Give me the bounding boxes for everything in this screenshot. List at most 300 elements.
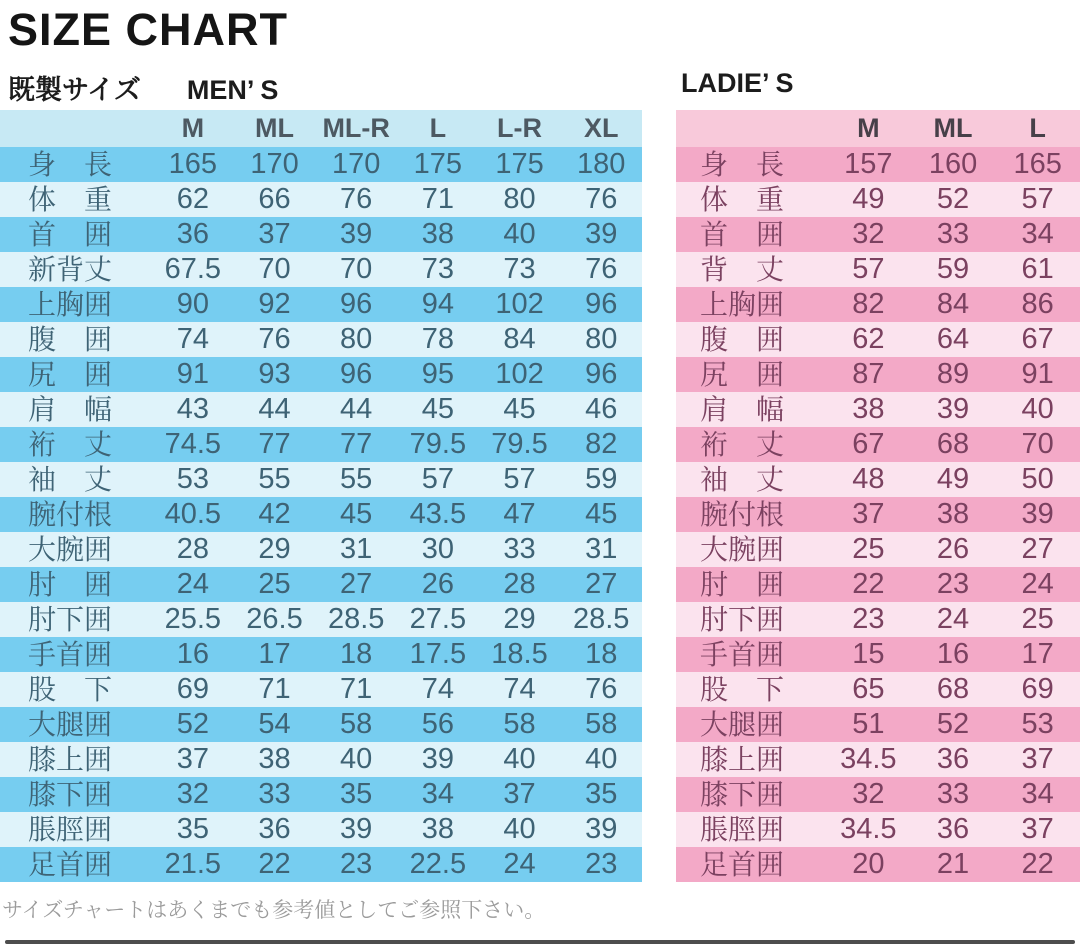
table-row (0, 567, 642, 602)
size-value: 70 (1021, 428, 1054, 460)
size-value: 23 (340, 848, 373, 880)
table-row (676, 147, 1080, 182)
size-value: 67.5 (164, 253, 222, 285)
row-label: 大腕囲 (700, 533, 785, 565)
row-label-cell (676, 813, 826, 845)
size-value: 45 (421, 393, 454, 425)
size-value: 24 (503, 848, 536, 880)
size-value: 102 (495, 358, 544, 390)
size-value: 65 (852, 673, 885, 705)
size-value: 28.5 (572, 603, 630, 635)
size-value: 21 (936, 848, 970, 880)
row-label-cell (0, 778, 152, 810)
size-value: 39 (340, 218, 373, 250)
table-row (0, 217, 642, 252)
page-title: SIZE CHART (8, 4, 288, 55)
row-label: 腕付根 (28, 498, 113, 530)
size-value: 44 (258, 393, 291, 425)
size-value: 71 (258, 673, 291, 705)
row-label: 肘 囲 (28, 568, 113, 600)
table-row (0, 497, 642, 532)
size-value: 51 (852, 708, 885, 740)
row-label-cell (676, 148, 826, 180)
row-label-cell (0, 568, 152, 600)
column-header-m: M (857, 113, 880, 143)
size-value: 45 (503, 393, 536, 425)
size-value: 18 (340, 638, 373, 670)
size-value: 17.5 (409, 638, 467, 670)
table-header-row (0, 110, 642, 147)
size-value: 74 (503, 673, 536, 705)
size-value: 76 (585, 183, 618, 215)
table-row (676, 392, 1080, 427)
size-value: 84 (936, 288, 970, 320)
size-value: 96 (340, 288, 373, 320)
column-header-ml: ML (933, 113, 973, 143)
size-value: 42 (258, 498, 291, 530)
size-value: 74 (421, 673, 454, 705)
size-value: 40 (503, 218, 536, 250)
size-value: 23 (585, 848, 618, 880)
size-value: 38 (421, 813, 454, 845)
table-row (0, 252, 642, 287)
size-value: 57 (1021, 183, 1054, 215)
size-value: 33 (936, 778, 970, 810)
table-row (0, 602, 642, 637)
row-label: 裄 丈 (700, 428, 785, 460)
row-label: 足首囲 (28, 848, 113, 880)
size-value: 59 (585, 463, 618, 495)
table-row (676, 497, 1080, 532)
column-header-l: L (429, 113, 447, 143)
size-value: 29 (258, 533, 291, 565)
size-value: 58 (585, 708, 618, 740)
ladies-size-table (676, 110, 1080, 882)
size-value: 37 (1021, 813, 1054, 845)
size-value: 21.5 (164, 848, 222, 880)
size-value: 39 (340, 813, 373, 845)
size-value: 23 (852, 603, 885, 635)
size-value: 27 (585, 568, 618, 600)
row-label: 足首囲 (700, 848, 785, 880)
size-value: 35 (585, 778, 618, 810)
size-value: 165 (1013, 148, 1062, 180)
size-value: 30 (421, 533, 454, 565)
size-value: 40 (503, 743, 536, 775)
size-value: 62 (852, 323, 885, 355)
size-value: 67 (852, 428, 885, 460)
size-value: 28 (503, 568, 536, 600)
size-value: 68 (936, 673, 970, 705)
table-row (676, 742, 1080, 777)
size-value: 64 (936, 323, 970, 355)
row-label: 裄 丈 (28, 428, 113, 460)
row-label-cell (0, 183, 152, 215)
size-value: 39 (421, 743, 454, 775)
size-value: 56 (421, 708, 454, 740)
size-value: 45 (340, 498, 373, 530)
table-row (0, 672, 642, 707)
row-label: 体 重 (700, 183, 785, 215)
size-value: 57 (421, 463, 454, 495)
row-label-cell (676, 568, 826, 600)
table-row (0, 287, 642, 322)
table-row (0, 182, 642, 217)
size-value: 37 (1021, 743, 1054, 775)
size-value: 40 (503, 813, 536, 845)
size-value: 36 (936, 743, 970, 775)
size-value: 91 (176, 358, 209, 390)
row-label: 新背丈 (28, 253, 113, 285)
size-value: 96 (585, 358, 618, 390)
row-label-cell (676, 323, 826, 355)
row-label: 袖 丈 (28, 463, 113, 495)
size-value: 89 (936, 358, 970, 390)
table-row (676, 777, 1080, 812)
row-label-cell (0, 463, 152, 495)
size-value: 39 (936, 393, 970, 425)
row-label: 股 下 (28, 673, 113, 705)
size-value: 47 (503, 498, 536, 530)
table-row (0, 707, 642, 742)
row-label-cell (676, 358, 826, 390)
table-row (676, 847, 1080, 882)
table-row (676, 217, 1080, 252)
row-label-cell (0, 498, 152, 530)
size-value: 69 (1021, 673, 1054, 705)
size-value: 157 (844, 148, 893, 180)
size-value: 93 (258, 358, 291, 390)
size-value: 27 (340, 568, 373, 600)
row-label-cell (0, 708, 152, 740)
size-value: 66 (258, 183, 291, 215)
table-row (676, 812, 1080, 847)
row-label: 大腕囲 (28, 533, 113, 565)
size-value: 22 (852, 568, 885, 600)
size-value: 170 (250, 148, 299, 180)
row-label: 膝上囲 (28, 743, 113, 775)
size-value: 33 (503, 533, 536, 565)
size-value: 52 (176, 708, 209, 740)
row-label-cell (0, 393, 152, 425)
size-value: 35 (340, 778, 373, 810)
row-label-cell (0, 848, 152, 880)
size-value: 40.5 (164, 498, 222, 530)
row-label-cell (676, 778, 826, 810)
table-row (0, 742, 642, 777)
size-value: 39 (585, 218, 618, 250)
row-label-cell (0, 638, 152, 670)
size-value: 28 (176, 533, 209, 565)
row-label: 膝下囲 (700, 778, 785, 810)
size-value: 52 (936, 708, 970, 740)
row-label-cell (676, 218, 826, 250)
size-value: 17 (1021, 638, 1054, 670)
row-label: 上胸囲 (700, 288, 785, 320)
size-value: 18 (585, 638, 618, 670)
row-label: 上胸囲 (28, 288, 113, 320)
size-value: 34 (1021, 778, 1054, 810)
size-value: 70 (258, 253, 291, 285)
size-value: 59 (936, 253, 970, 285)
size-value: 46 (585, 393, 618, 425)
row-label: 身 長 (28, 148, 113, 180)
size-value: 38 (258, 743, 291, 775)
row-label-cell (0, 218, 152, 250)
size-value: 40 (340, 743, 373, 775)
size-value: 37 (852, 498, 885, 530)
size-value: 18.5 (491, 638, 548, 670)
column-header-ml-r: ML-R (322, 113, 390, 143)
size-value: 24 (1021, 568, 1054, 600)
size-value: 32 (176, 778, 209, 810)
size-value: 27.5 (409, 603, 467, 635)
size-value: 74.5 (164, 428, 222, 460)
size-value: 57 (503, 463, 536, 495)
row-label: 腹 囲 (700, 323, 785, 355)
row-label-cell (676, 603, 826, 635)
size-value: 74 (176, 323, 209, 355)
table-row (0, 637, 642, 672)
size-value: 61 (1021, 253, 1054, 285)
row-label-cell (0, 323, 152, 355)
size-value: 37 (258, 218, 291, 250)
size-value: 80 (503, 183, 536, 215)
row-label-cell (0, 253, 152, 285)
table-row (676, 182, 1080, 217)
footer-note: サイズチャートはあくまでも参考値としてご参照下さい。 (2, 899, 546, 922)
size-value: 86 (1021, 288, 1054, 320)
row-label-cell (676, 183, 826, 215)
table-row (676, 637, 1080, 672)
size-value: 160 (928, 148, 978, 180)
column-header-xl: XL (583, 113, 619, 143)
men-section-heading (8, 68, 278, 107)
row-label: 肩 幅 (700, 393, 785, 425)
row-label-cell (676, 638, 826, 670)
size-value: 80 (585, 323, 618, 355)
row-label: 体 重 (28, 183, 113, 215)
size-value: 25 (258, 568, 291, 600)
size-value: 38 (421, 218, 454, 250)
size-value: 50 (1021, 463, 1054, 495)
column-header-l-r: L-R (497, 113, 543, 143)
bottom-divider (5, 940, 1075, 944)
size-value: 77 (340, 428, 373, 460)
size-value: 22 (1021, 848, 1054, 880)
size-value: 40 (585, 743, 618, 775)
size-value: 29 (503, 603, 536, 635)
row-label: 肘下囲 (700, 603, 785, 635)
size-value: 33 (936, 218, 970, 250)
row-label: 肘 囲 (700, 568, 785, 600)
row-label: 肩 幅 (28, 393, 113, 425)
size-value: 34.5 (840, 813, 897, 845)
size-value: 53 (1021, 708, 1054, 740)
row-label-cell (0, 358, 152, 390)
row-label-cell (676, 288, 826, 320)
table-row (676, 602, 1080, 637)
size-value: 16 (936, 638, 970, 670)
size-value: 37 (176, 743, 209, 775)
row-label-cell (0, 743, 152, 775)
size-value: 49 (852, 183, 885, 215)
size-value: 43 (176, 393, 209, 425)
size-value: 90 (176, 288, 209, 320)
size-value: 26 (421, 568, 454, 600)
size-value: 25.5 (164, 603, 222, 635)
size-value: 23 (936, 568, 970, 600)
table-header-row (676, 110, 1080, 147)
row-label: 腹 囲 (28, 323, 113, 355)
size-value: 57 (852, 253, 885, 285)
size-value: 76 (258, 323, 291, 355)
size-value: 28.5 (327, 603, 385, 635)
row-label: 膝下囲 (28, 778, 113, 810)
size-value: 84 (503, 323, 536, 355)
ready-made-size-label: 既製サイズ (8, 75, 141, 105)
size-value: 180 (577, 148, 626, 180)
size-value: 68 (936, 428, 970, 460)
row-label: 腕付根 (700, 498, 785, 530)
row-label-cell (676, 673, 826, 705)
table-row (0, 462, 642, 497)
size-value: 69 (176, 673, 209, 705)
size-value: 91 (1021, 358, 1054, 390)
table-row (676, 462, 1080, 497)
row-label-cell (0, 603, 152, 635)
size-value: 54 (258, 708, 291, 740)
table-row (676, 287, 1080, 322)
table-row (0, 812, 642, 847)
size-value: 37 (503, 778, 536, 810)
row-label: 尻 囲 (700, 358, 785, 390)
size-value: 77 (258, 428, 291, 460)
row-label: 脹脛囲 (28, 813, 113, 845)
size-value: 80 (340, 323, 373, 355)
size-value: 82 (585, 428, 618, 460)
row-label-cell (676, 253, 826, 285)
size-value: 58 (340, 708, 373, 740)
table-row (676, 252, 1080, 287)
size-value: 31 (585, 533, 618, 565)
size-value: 94 (421, 288, 454, 320)
size-value: 35 (176, 813, 209, 845)
size-value: 76 (585, 673, 618, 705)
size-value: 16 (176, 638, 209, 670)
size-value: 76 (340, 183, 373, 215)
table-row (676, 532, 1080, 567)
row-label-cell (676, 463, 826, 495)
size-value: 26.5 (246, 603, 303, 635)
size-value: 82 (852, 288, 885, 320)
size-value: 34 (421, 778, 454, 810)
size-value: 43.5 (409, 498, 467, 530)
size-value: 39 (585, 813, 618, 845)
size-value: 38 (936, 498, 970, 530)
column-header-m: M (181, 113, 205, 143)
size-value: 22.5 (409, 848, 467, 880)
size-value: 175 (495, 148, 544, 180)
mens-label: MEN’ S (186, 75, 279, 105)
table-row (0, 532, 642, 567)
size-value: 96 (585, 288, 618, 320)
column-header-l: L (1029, 113, 1046, 143)
size-value: 17 (258, 638, 291, 670)
men-size-table (0, 110, 642, 882)
size-value: 25 (852, 533, 885, 565)
size-value: 38 (852, 393, 885, 425)
row-label-cell (0, 673, 152, 705)
size-value: 22 (258, 848, 291, 880)
size-value: 48 (852, 463, 885, 495)
size-value: 175 (413, 148, 463, 180)
size-value: 95 (421, 358, 454, 390)
table-row (0, 847, 642, 882)
row-label: 身 長 (700, 148, 785, 180)
row-label-cell (676, 428, 826, 460)
table-row (676, 322, 1080, 357)
size-value: 73 (503, 253, 536, 285)
table-row (676, 672, 1080, 707)
size-value: 33 (258, 778, 291, 810)
size-value: 15 (852, 638, 885, 670)
row-label: 手首囲 (700, 638, 785, 670)
size-value: 36 (936, 813, 970, 845)
size-value: 73 (421, 253, 454, 285)
size-value: 165 (168, 148, 218, 180)
row-label: 股 下 (700, 673, 785, 705)
size-value: 102 (495, 288, 544, 320)
row-label: 膝上囲 (700, 743, 785, 775)
row-label-cell (0, 813, 152, 845)
size-value: 67 (1021, 323, 1054, 355)
row-label-cell (0, 288, 152, 320)
row-label-cell (0, 148, 152, 180)
table-row (0, 357, 642, 392)
table-row (0, 392, 642, 427)
row-label: 首 囲 (700, 218, 785, 250)
size-value: 32 (852, 778, 885, 810)
size-value: 76 (585, 253, 618, 285)
size-value: 45 (585, 498, 618, 530)
size-value: 20 (852, 848, 885, 880)
size-value: 40 (1021, 393, 1054, 425)
table-row (0, 322, 642, 357)
row-label-cell (676, 393, 826, 425)
row-label: 大腿囲 (28, 708, 113, 740)
size-value: 25 (1021, 603, 1054, 635)
size-value: 78 (421, 323, 454, 355)
size-value: 36 (176, 218, 209, 250)
size-value: 34.5 (840, 743, 897, 775)
row-label: 手首囲 (28, 638, 113, 670)
size-value: 49 (936, 463, 970, 495)
size-value: 79.5 (409, 428, 467, 460)
size-value: 31 (340, 533, 373, 565)
size-value: 32 (852, 218, 885, 250)
table-row (0, 427, 642, 462)
size-value: 34 (1021, 218, 1054, 250)
size-value: 26 (936, 533, 970, 565)
size-value: 87 (852, 358, 885, 390)
size-value: 53 (176, 463, 209, 495)
size-value: 92 (258, 288, 291, 320)
row-label: 肘下囲 (28, 603, 113, 635)
size-value: 70 (340, 253, 373, 285)
size-value: 79.5 (491, 428, 548, 460)
row-label-cell (0, 428, 152, 460)
